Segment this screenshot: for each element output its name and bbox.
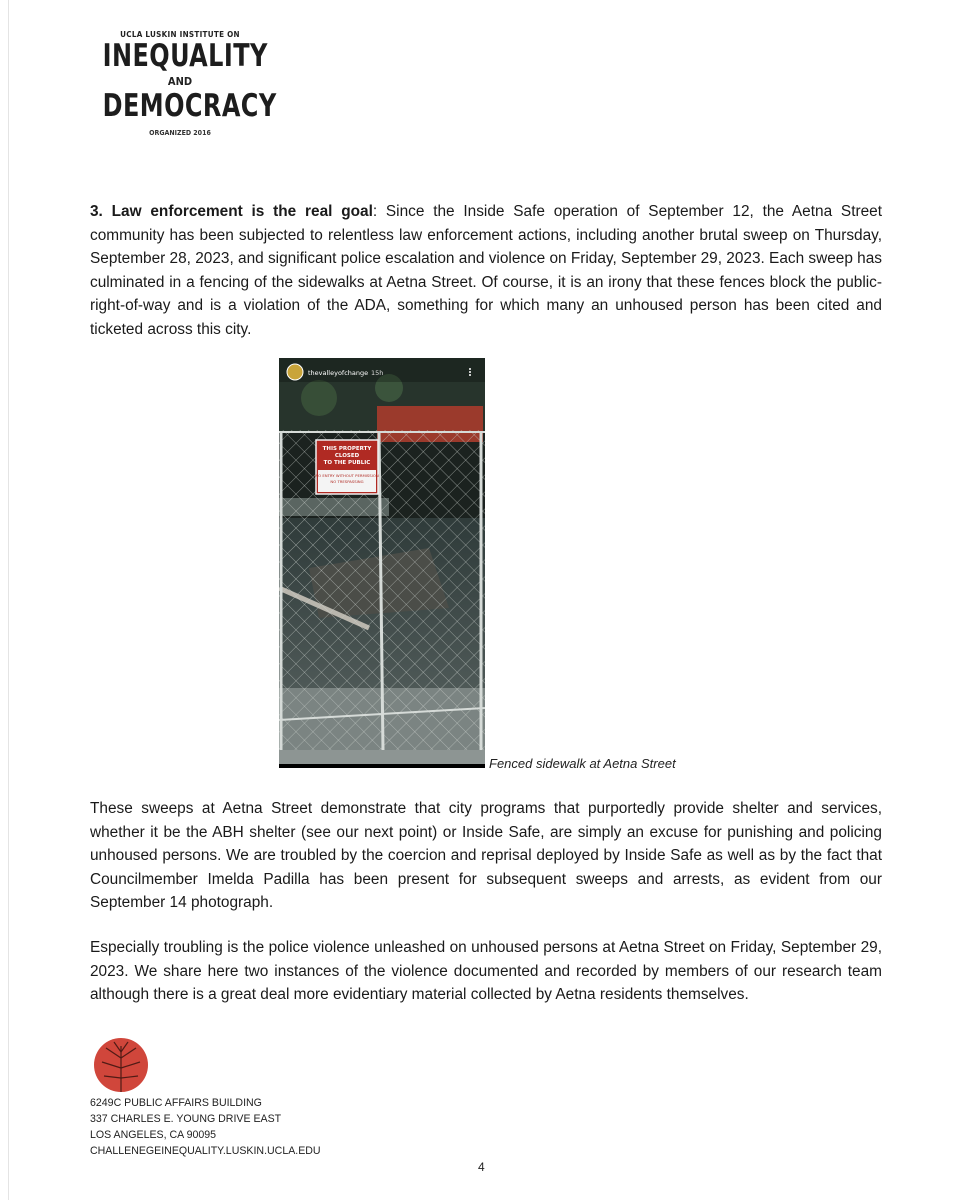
section-heading: 3. Law enforcement is the real goal: [90, 203, 373, 220]
address-line3: LOS ANGELES, CA 90095: [90, 1129, 217, 1141]
paragraph-violence: Especially troubling is the police violence unleashed on unhoused persons at Aetna Street on Friday, September 29, 2023. We share here two instances of the violence documented and recorded by members of our research team although there is a great deal more evidentiary material collected by Aetna residents themselves.: [90, 939, 882, 1004]
post-time: 15h: [371, 369, 384, 377]
photo-caption: Fenced sidewalk at Aetna Street: [489, 756, 676, 771]
logo-and: AND: [167, 75, 193, 88]
sign-line1: THIS PROPERTY: [322, 446, 372, 452]
sign-line2: CLOSED: [334, 453, 360, 459]
address-line2: 337 CHARLES E. YOUNG DRIVE EAST: [90, 1113, 282, 1125]
sign-line3: TO THE PUBLIC: [323, 460, 371, 466]
footer-address: [90, 1095, 321, 1159]
section-paragraph: [90, 200, 882, 342]
logo-kicker: UCLA LUSKIN INSTITUTE ON: [120, 30, 240, 39]
address-line1: 6249C PUBLIC AFFAIRS BUILDING: [90, 1097, 262, 1109]
logo-organized: ORGANIZED 2016: [149, 129, 211, 137]
paragraph-sweeps: These sweeps at Aetna Street demonstrate that city programs that purportedly provide shelter and services, whether it be the ABH shelter (see our next point) or Inside Safe, are simply an excuse for punishing and policing unhoused persons. We are troubled by the coercion and reprisal deployed by Inside Safe as well as by the fact that Councilmember Imelda Padilla has been present for subsequent sweeps and arrests, as evident from our September 14 photograph.: [90, 800, 882, 912]
fenced-sidewalk-photo: [279, 358, 485, 768]
sign-line5: NO TRESPASSING: [330, 479, 364, 484]
page-number: 4: [478, 1160, 485, 1174]
footer-tree-logo: [94, 1038, 148, 1092]
institute-logo: [90, 30, 277, 137]
account-avatar: [287, 364, 303, 380]
logo-democracy: DEMOCRACY: [102, 88, 277, 124]
account-name: thevalleyofchange: [308, 369, 369, 377]
section-intro: : Since the Inside Safe operation of September 12, the Aetna Street community has been subjected to relentless law enforcement actions, including another brutal sweep on Thursday, September 28, 2023, and significant police escalation and violence on Friday, September 29, 2023. Each sweep has culminated in a fencing of the sidewalks at Aetna Street. Of course, it is an irony that these fences block the public-right-of-way and is a violation of the ADA, something for which many an unhoused person has been cited and ticketed across this city.: [90, 203, 882, 338]
sign-line4: NO ENTRY WITHOUT PERMISSION: [315, 473, 379, 478]
more-icon: [469, 368, 471, 370]
page-edge: [8, 0, 9, 1200]
logo-inequality: INEQUALITY: [102, 38, 268, 74]
website-link[interactable]: CHALLENEGEINEQUALITY.LUSKIN.UCLA.EDU: [90, 1145, 321, 1157]
